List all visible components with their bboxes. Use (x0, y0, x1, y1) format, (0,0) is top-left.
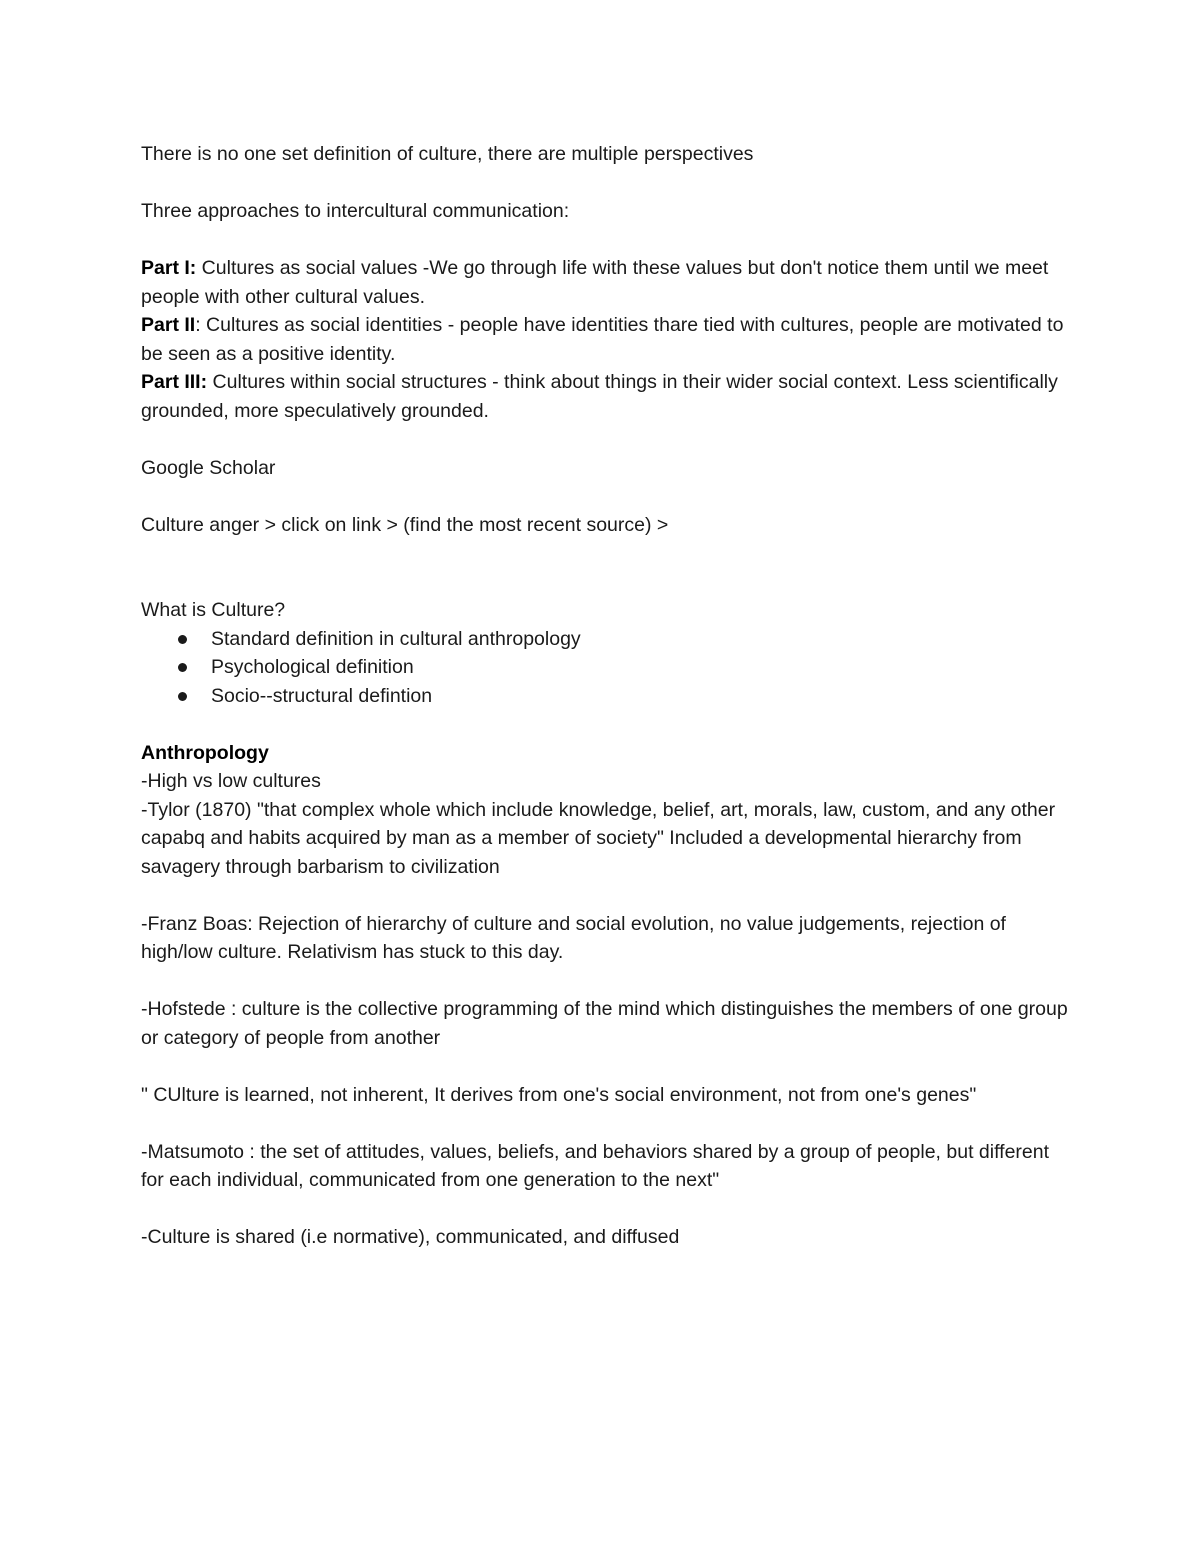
list-item (141, 682, 1071, 711)
list-item-text: Standard definition in cultural anthropology (211, 627, 581, 650)
anthropology-heading-text: Anthropology (141, 741, 269, 764)
list-item-text: Socio--structural defintion (211, 684, 433, 707)
part-1 (141, 254, 1071, 311)
bullet-icon (178, 663, 187, 672)
high-low-text: -High vs low cultures (141, 770, 321, 792)
part-3-label: Part III: (141, 371, 208, 393)
definition-list (141, 625, 1071, 711)
boas-text: -Franz Boas: Rejection of hierarchy of culture and social evolution, no value judgements, rejection of high/low culture. Relativism has stuck to this day. (141, 912, 1006, 963)
hofstede-text: -Hofstede : culture is the collective programming of the mind which distinguishes the members of one group or category of people from another (141, 998, 1068, 1049)
part-2-text: : Cultures as social identities - people have identities thare tied with cultures, people are motivated to be seen as a positive identity. (141, 314, 1064, 365)
intro-text: There is no one set definition of culture, there are multiple perspectives (141, 143, 754, 165)
matsumoto-text: -Matsumoto : the set of attitudes, values, beliefs, and behaviors shared by a group of people, but different for each individual, communicated from one generation to the next" (141, 1140, 1050, 1191)
bullet-icon (178, 692, 187, 701)
part-2-label: Part II (141, 314, 196, 336)
part-2 (141, 311, 1071, 368)
document-page (141, 140, 1071, 1252)
list-item-text: Psychological definition (211, 656, 414, 678)
search-steps-text: Culture anger > click on link > (find the most recent source) > (141, 513, 669, 536)
anthropology-heading (141, 739, 1071, 768)
google-scholar-text: Google Scholar (141, 456, 276, 479)
part-1-text: Cultures as social values -We go through life with these values but don't notice them until we meet people with other cultural values. (141, 257, 1049, 308)
shared-text: -Culture is shared (i.e normative), communicated, and diffused (141, 1226, 680, 1248)
list-item (141, 625, 1071, 654)
part-3 (141, 368, 1071, 425)
list-item (141, 653, 1071, 682)
part-3-text: Cultures within social structures - think about things in their wider social context. Less scientifically grounded, more speculatively grounded. (141, 371, 1058, 422)
bullet-icon (178, 635, 187, 644)
tylor-text: -Tylor (1870) "that complex whole which include knowledge, belief, art, morals, law, custom, and any other capabq and habits acquired by man as a member of society" Included a developmental hierarchy from savagery through barbarism to civilization (141, 798, 1056, 878)
learned-quote-text: " CUlture is learned, not inherent, It derives from one's social environment, not from one's genes" (141, 1083, 977, 1106)
what-is-culture-heading: What is Culture? (141, 599, 286, 621)
approaches-heading: Three approaches to intercultural communication: (141, 200, 570, 222)
part-1-label: Part I: (141, 257, 197, 279)
